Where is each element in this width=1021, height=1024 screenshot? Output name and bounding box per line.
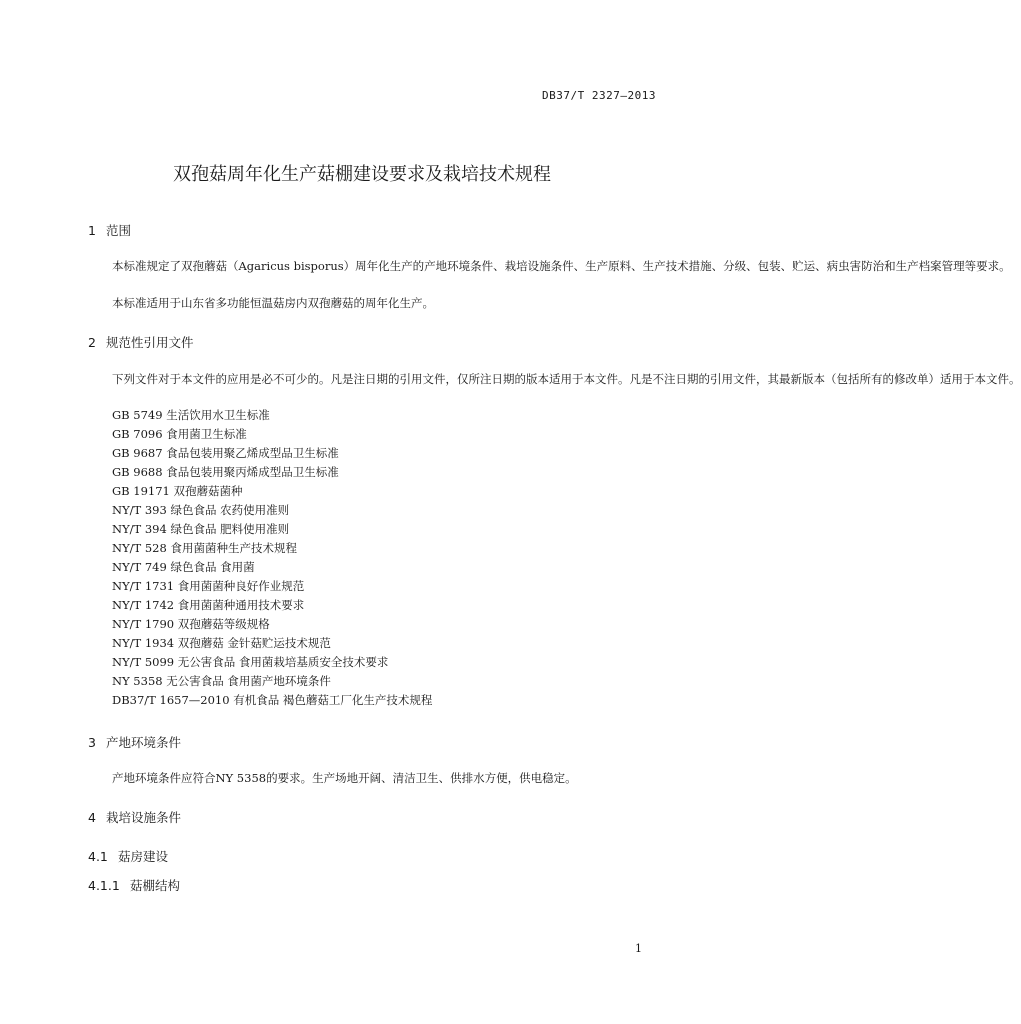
reference-item: NY/T 1742 食用菌菌种通用技术要求: [112, 598, 305, 612]
section-4-heading: [88, 808, 181, 826]
section-title: 范围: [106, 223, 132, 238]
section-title: 规范性引用文件: [106, 335, 194, 350]
section-title: 产地环境条件: [106, 735, 182, 750]
page-number: 1: [635, 942, 642, 955]
reference-item: NY/T 1934 双孢蘑菇 金针菇贮运技术规范: [112, 636, 331, 650]
reference-item: NY/T 393 绿色食品 农药使用准则: [112, 503, 290, 517]
reference-item: NY/T 1790 双孢蘑菇等级规格: [112, 617, 270, 631]
section-number: 4.1.1: [88, 878, 120, 893]
reference-item: NY 5358 无公害食品 食用菌产地环境条件: [112, 674, 331, 688]
reference-item: GB 9687 食品包装用聚乙烯成型品卫生标准: [112, 446, 339, 460]
section-title: 菇房建设: [118, 849, 169, 864]
section-number: 1: [88, 223, 96, 238]
document-title: 双孢菇周年化生产菇棚建设要求及栽培技术规程: [173, 164, 551, 185]
environment-paragraph: 产地环境条件应符合NY 5358的要求。生产场地开阔、清洁卫生、供排水方便，供电稳定。: [112, 771, 577, 785]
reference-item: NY/T 394 绿色食品 肥料使用准则: [112, 522, 290, 536]
reference-item: NY/T 528 食用菌菌种生产技术规程: [112, 541, 297, 555]
section-number: 4.1: [88, 849, 108, 864]
section-title: 栽培设施条件: [106, 810, 182, 825]
section-4-1-1-heading: [88, 876, 180, 894]
normative-intro-paragraph: 下列文件对于本文件的应用是必不可少的。凡是注日期的引用文件，仅所注日期的版本适用于本文件。凡是不注日期的引用文件，其最新版本（包括所有的修改单）适用于本文件。: [112, 372, 1021, 386]
section-2-heading: [88, 333, 194, 351]
reference-item: GB 7096 食用菌卫生标准: [112, 427, 247, 441]
reference-item: GB 5749 生活饮用水卫生标准: [112, 408, 270, 422]
scope-paragraph-1: 本标准规定了双孢蘑菇（Agaricus bisporus）周年化生产的产地环境条件、栽培设施条件、生产原料、生产技术措施、分级、包装、贮运、病虫害防治和生产档案管理等要求。: [112, 259, 1011, 273]
reference-item: NY/T 749 绿色食品 食用菌: [112, 560, 255, 574]
section-3-heading: [88, 733, 181, 751]
reference-item: NY/T 5099 无公害食品 食用菌栽培基质安全技术要求: [112, 655, 389, 669]
section-number: 4: [88, 810, 96, 825]
reference-item: GB 9688 食品包装用聚丙烯成型品卫生标准: [112, 465, 339, 479]
reference-item: DB37/T 1657—2010 有机食品 褐色蘑菇工厂化生产技术规程: [112, 693, 433, 707]
section-title: 菇棚结构: [130, 878, 181, 893]
reference-item: GB 19171 双孢蘑菇菌种: [112, 484, 243, 498]
section-number: 2: [88, 335, 96, 350]
reference-item: NY/T 1731 食用菌菌种良好作业规范: [112, 579, 305, 593]
section-number: 3: [88, 735, 96, 750]
section-4-1-heading: [88, 847, 168, 865]
section-1-heading: [88, 221, 131, 239]
document-code: DB37/T 2327—2013: [542, 89, 656, 102]
scope-paragraph-2: 本标准适用于山东省多功能恒温菇房内双孢蘑菇的周年化生产。: [112, 296, 434, 310]
